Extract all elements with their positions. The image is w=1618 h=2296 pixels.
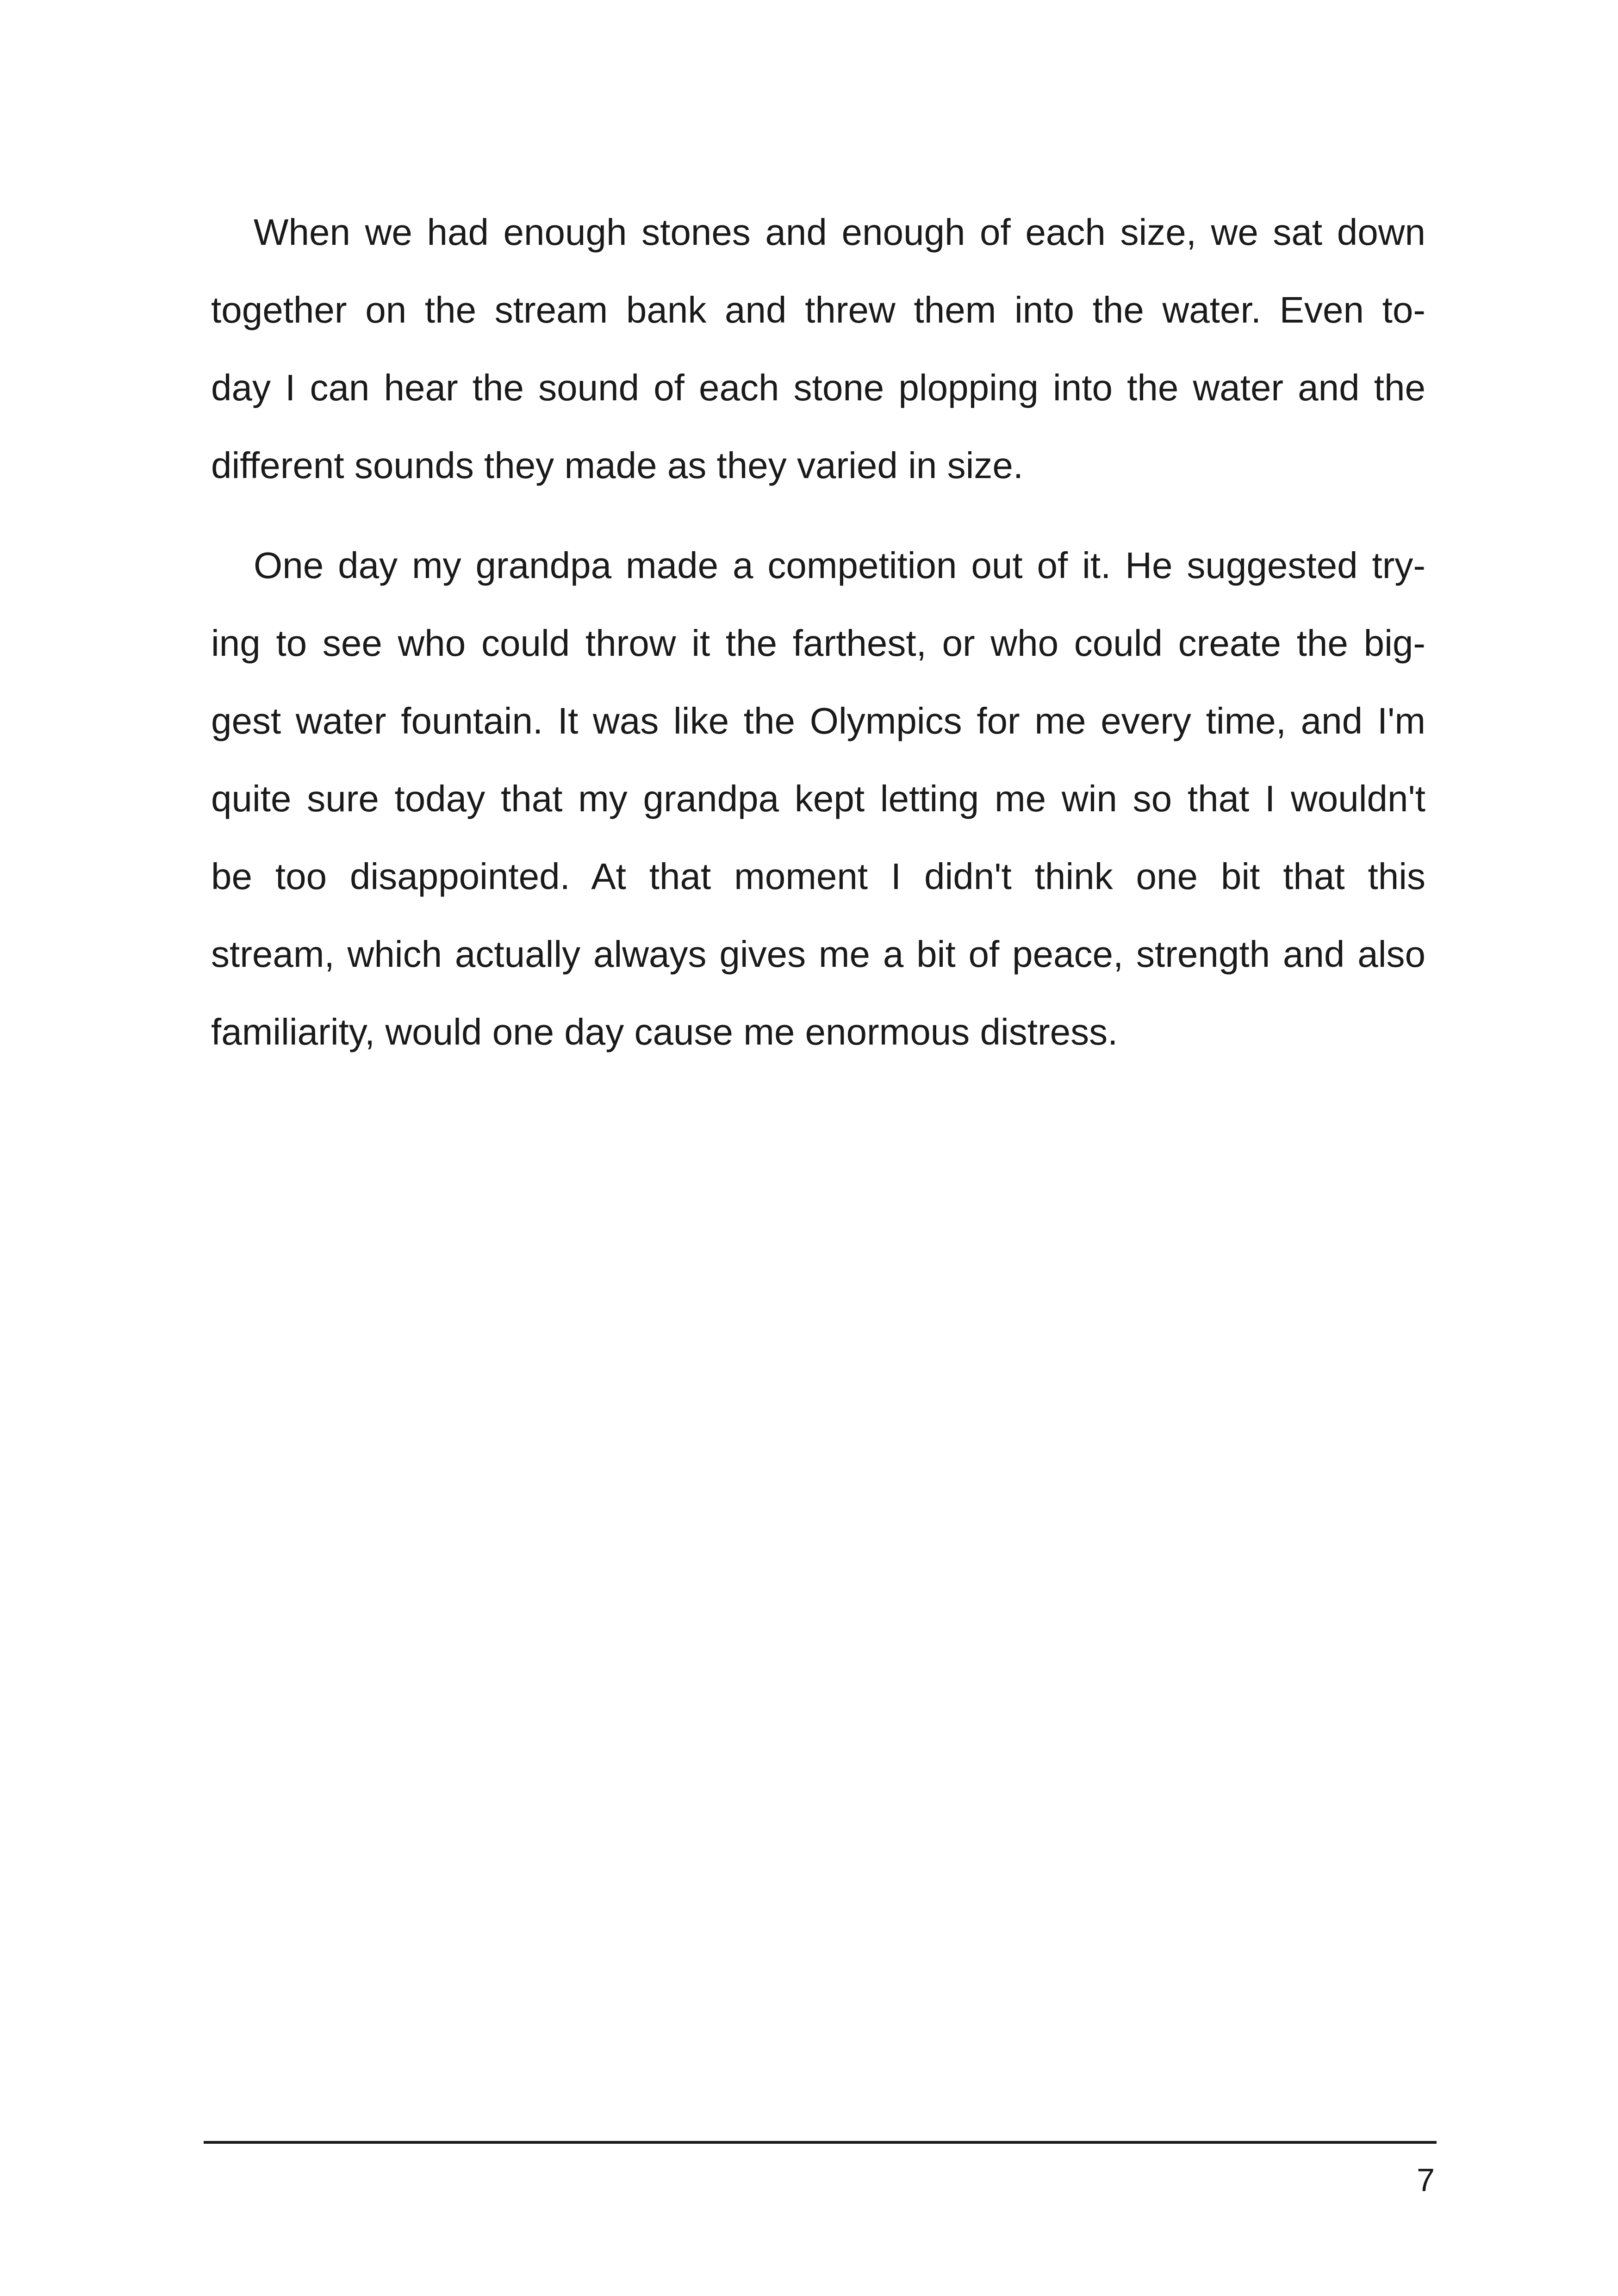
text-line: quite sure today that my grandpa kept letting me win so that I wouldn't <box>211 778 1425 819</box>
paragraph-2 <box>211 527 1425 1071</box>
footer-divider <box>204 2141 1437 2144</box>
text-line: ing to see who could throw it the farthest, or who could create the big- <box>211 622 1425 664</box>
text-line: When we had enough stones and enough of each size, we sat down <box>254 212 1425 253</box>
text-line: gest water fountain. It was like the Olympics for me every time, and I'm <box>211 700 1425 741</box>
text-line: stream, which actually always gives me a bit of peace, strength and also <box>211 933 1425 975</box>
paragraph-spacing <box>211 504 1425 527</box>
text-line: familiarity, would one day cause me enormous distress. <box>211 1011 1118 1052</box>
page-number: 7 <box>1417 2162 1435 2198</box>
paragraph-1 <box>211 193 1425 504</box>
text-line: One day my grandpa made a competition out of it. He suggested try- <box>254 545 1425 586</box>
text-line: day I can hear the sound of each stone plopping into the water and the <box>211 367 1425 408</box>
text-line: be too disappointed. At that moment I didn't think one bit that this <box>211 856 1425 897</box>
text-line: together on the stream bank and threw them into the water. Even to- <box>211 289 1425 330</box>
body-text <box>211 193 1425 1071</box>
text-line: different sounds they made as they varied in size. <box>211 445 1024 486</box>
